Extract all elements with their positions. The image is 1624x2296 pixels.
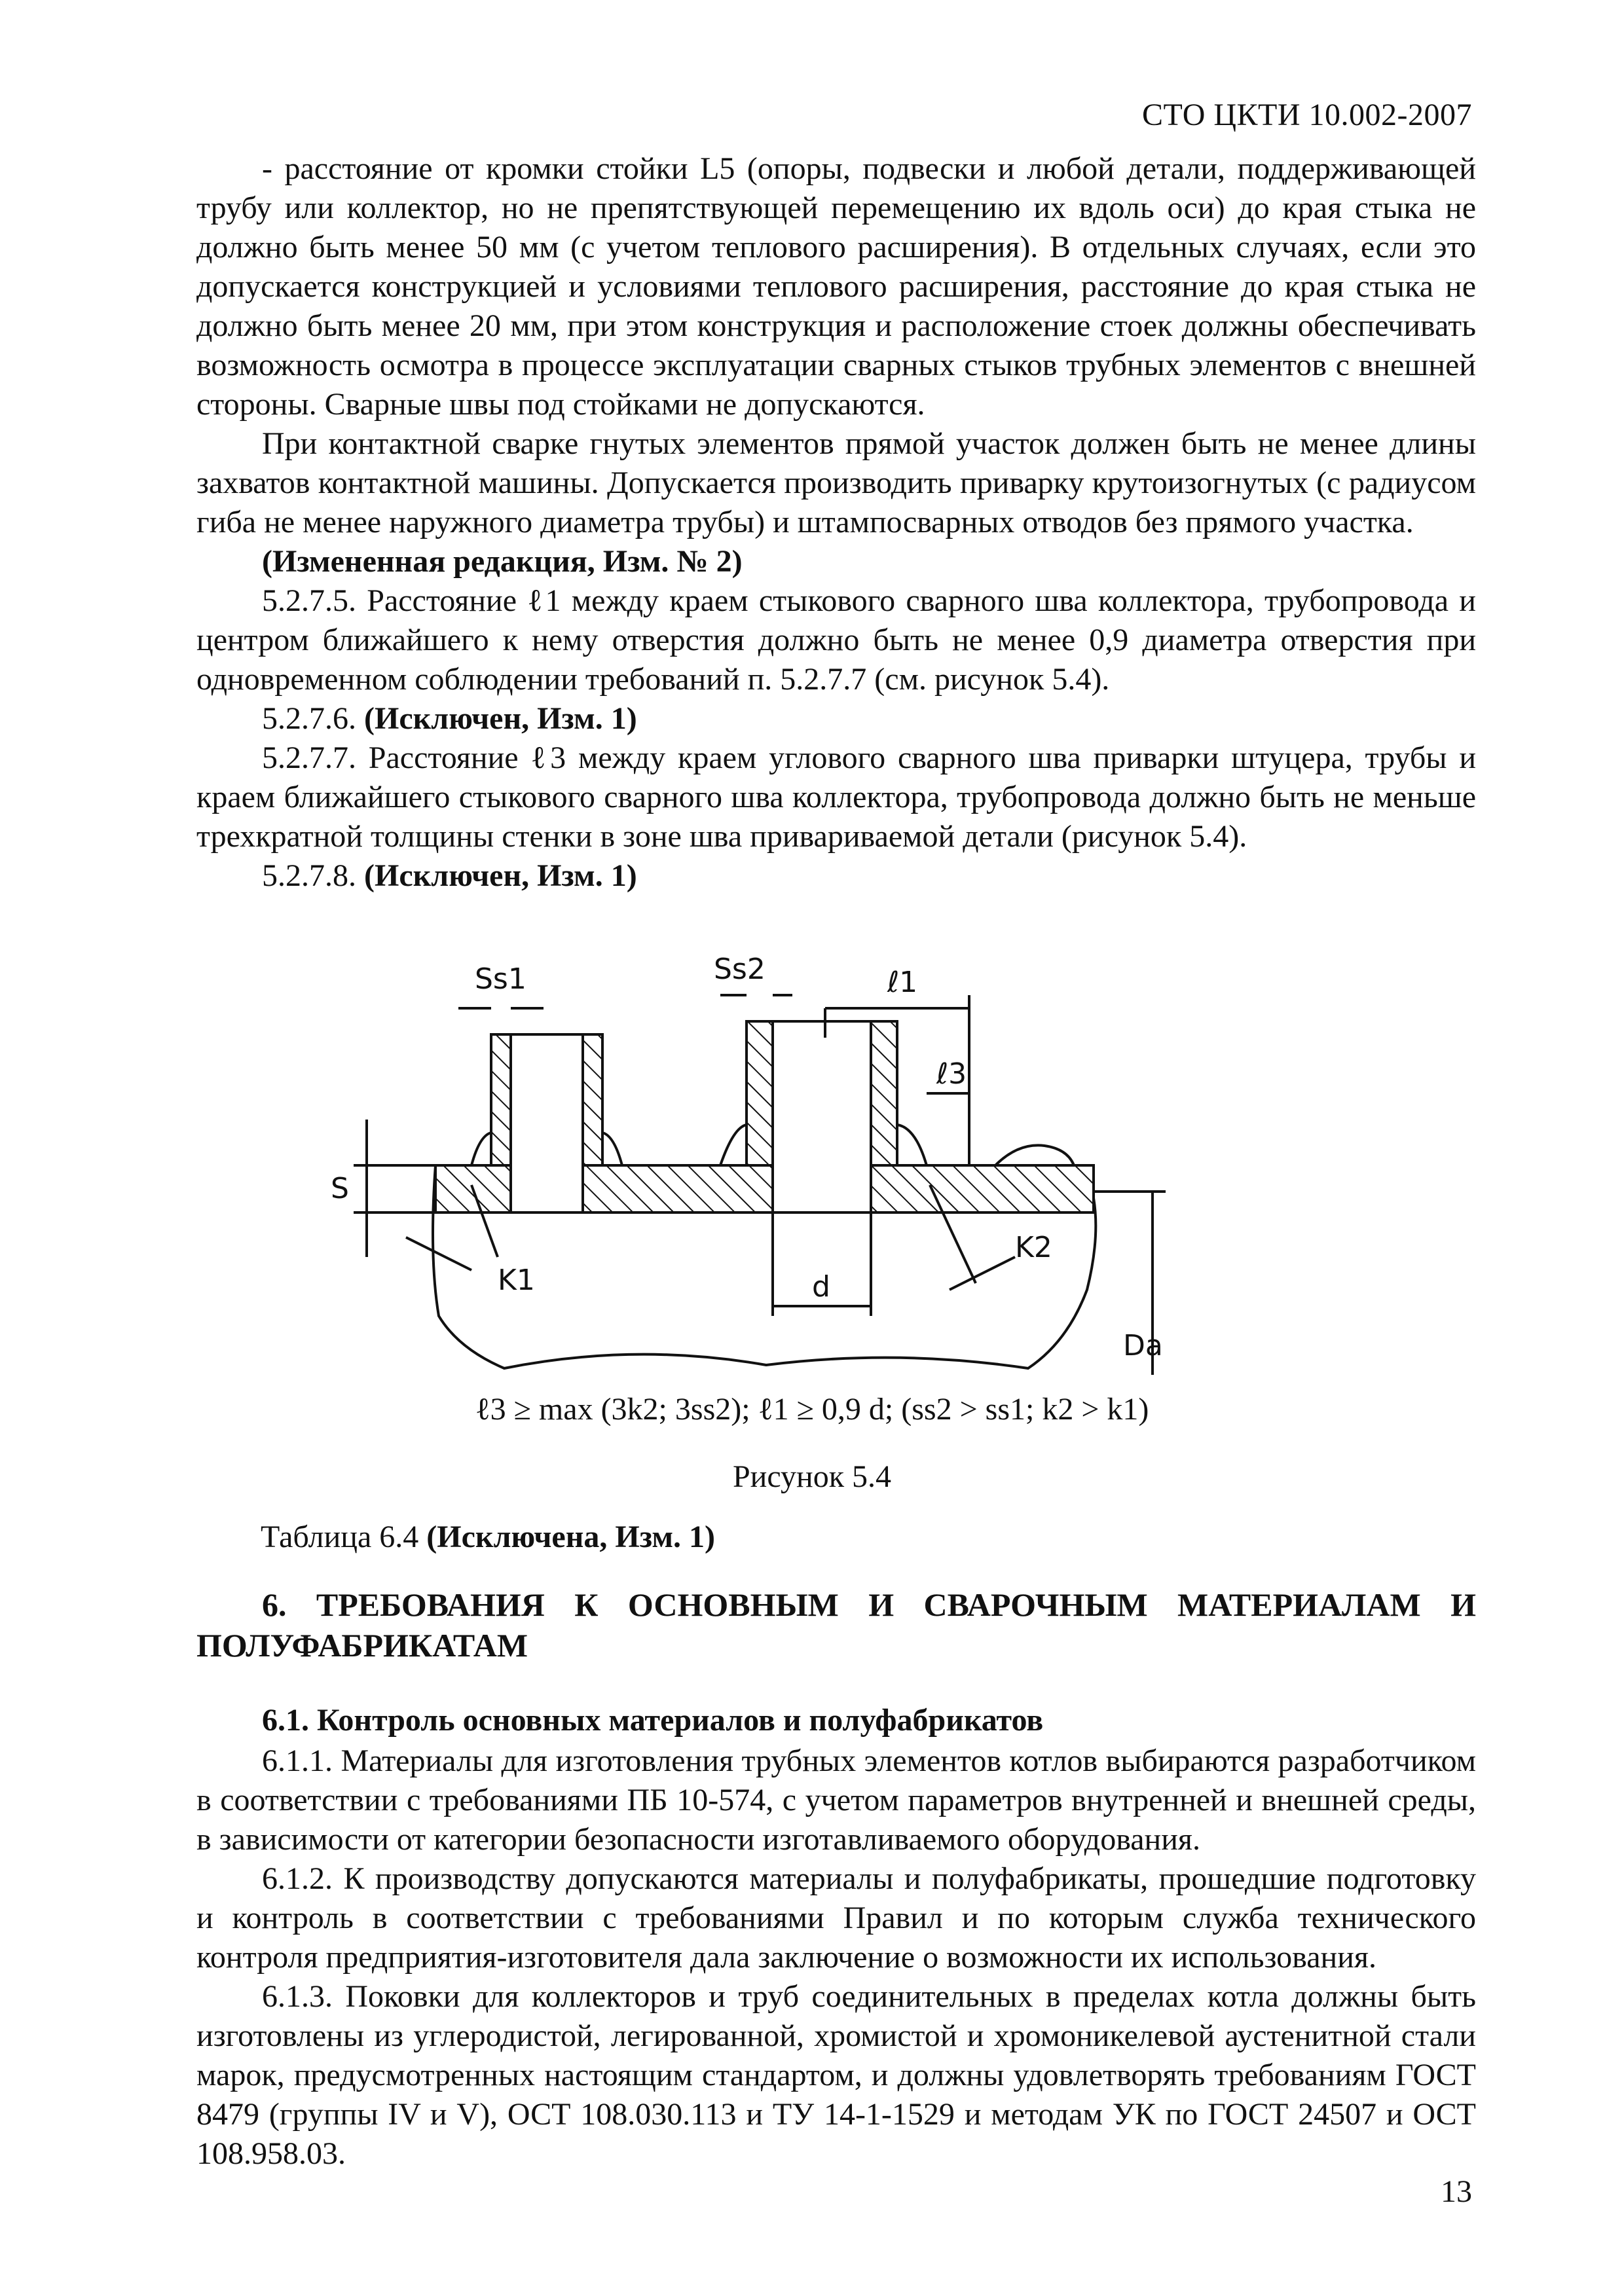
- paragraph-contact-welding: При контактной сварке гнутых элементов прямой участок должен быть не менее длины захватов контактной машины. Допускается производить приварку крутоизогнутых (с радиусом гиба не менее наружного диаметра трубы) и штампосварных отводов без прямого участка.: [196, 426, 1476, 539]
- page-number: 13: [1441, 2174, 1472, 2209]
- text-block-5-2: [196, 149, 1476, 896]
- label-k2: K2: [1015, 1231, 1052, 1264]
- weld-1-left: [471, 1133, 491, 1165]
- table-label: Таблица 6.4: [261, 1520, 419, 1554]
- label-da: Da: [1123, 1329, 1163, 1362]
- butt-weld: [995, 1145, 1074, 1165]
- text-block-6-1: [196, 1741, 1476, 2174]
- paragraph-6-1-1: 6.1.1. Материалы для изготовления трубных элементов котлов выбираются разработчиком в соответствии с требованиями ПБ 10-574, с учетом параметров внутренней и внешней среды, в зависимости от категории безопасности изготавливаемого оборудования.: [196, 1743, 1476, 1857]
- figure-5-4: [308, 949, 1185, 1408]
- pipe-2-right-wall: [871, 1021, 897, 1165]
- paragraph-amendment-note: (Измененная редакция, Изм. № 2): [262, 544, 743, 579]
- paragraph-6-1-2: 6.1.2. К производству допускаются материалы и полуфабрикаты, прошедшие подготовку и контроль в соответствии с требованиями Правил и по которым служба технического контроля предприятия-изготовителя дала заключение о возможности их использования.: [196, 1861, 1476, 1975]
- paragraph-5-2-7-8: [196, 856, 1476, 896]
- weld-2-left: [720, 1125, 747, 1165]
- weld-diagram: [308, 949, 1185, 1408]
- clause-number: 5.2.7.8.: [262, 858, 356, 893]
- clause-status: (Исключен, Изм. 1): [364, 858, 637, 893]
- pipe-1-right-wall: [583, 1034, 602, 1165]
- clause-status: (Исключен, Изм. 1): [364, 701, 637, 736]
- pipe-1-left-wall: [491, 1034, 511, 1165]
- paragraph-5-2-7-7: 5.2.7.7. Расстояние ℓ3 между краем углового сварного шва приварки штуцера, трубы и краем ближайшего стыкового сварного шва коллектора, трубопровода должно быть не меньше трехкратной толщины стенки в зоне шва привариваемой детали (рисунок 5.4).: [196, 740, 1476, 854]
- label-k1: K1: [498, 1264, 535, 1297]
- label-ss2: Ss2: [714, 953, 766, 986]
- paragraph-stand-distance: - расстояние от кромки стойки L5 (опоры, подвески и любой детали, поддерживающей трубу или коллектор, но не препятствующей перемещению их вдоль оси) до края стыка не должно быть менее 50 мм (с учетом теплового расширения). В отдельных случаях, если это допускается конструкцией и условиями теплового расширения, расстояние до края стыка не должно быть менее 20 мм, при этом конструкция и расположение стоек должны обеспечивать возможность осмотра в процессе эксплуатации сварных стыков трубных элементов с внешней стороны. Сварные швы под стойками не допускаются.: [196, 151, 1477, 422]
- label-l3: ℓ3: [936, 1057, 967, 1091]
- paragraph-5-2-7-5: 5.2.7.5. Расстояние ℓ1 между краем стыкового сварного шва коллектора, трубопровода и центром ближайшего к нему отверстия должно быть не менее 0,9 диаметра отверстия при одновременном соблюдении требований п. 5.2.7.7 (см. рисунок 5.4).: [196, 583, 1476, 697]
- clause-number: 5.2.7.6.: [262, 701, 356, 736]
- figure-caption: Рисунок 5.4: [732, 1459, 892, 1494]
- subsection-title: 6.1. Контроль основных материалов и полуфабрикатов: [262, 1703, 1044, 1738]
- paragraph-5-2-7-6: [196, 699, 1476, 738]
- weld-2-right: [897, 1125, 927, 1165]
- weld-1-right: [602, 1133, 622, 1165]
- table-status: (Исключена, Изм. 1): [426, 1520, 716, 1554]
- pipe-1-bore: [511, 1034, 583, 1212]
- table-note: [261, 1519, 715, 1555]
- pipe-2-left-wall: [747, 1021, 773, 1165]
- section-title: 6. ТРЕБОВАНИЯ К ОСНОВНЫМ И СВАРОЧНЫМ МАТЕРИАЛАМ И ПОЛУФАБРИКАТАМ: [196, 1586, 1476, 1664]
- label-d: d: [812, 1270, 830, 1303]
- figure-formula: ℓ3 ≥ max (3k2; 3ss2); ℓ1 ≥ 0,9 d; (ss2 > ss1; k2 > k1): [475, 1392, 1149, 1427]
- document-code: СТО ЦКТИ 10.002-2007: [1141, 98, 1472, 132]
- label-ss1: Ss1: [475, 962, 526, 996]
- pipe-2-bore: [773, 1021, 871, 1212]
- label-s: S: [331, 1172, 349, 1205]
- label-l1: ℓ1: [887, 966, 918, 999]
- paragraph-6-1-3: 6.1.3. Поковки для коллекторов и труб соединительных в пределах котла должны быть изготовлены из углеродистой, легированной, хромистой и хромоникелевой аустенитной стали марок, предусмотренных настоящим стандартом, и должны удовлетворять требованиям ГОСТ 8479 (группы IV и V), ОСТ 108.030.113 и ТУ 14-1-1529 и методам УК по ГОСТ 24507 и ОСТ 108.958.03.: [196, 1979, 1476, 2171]
